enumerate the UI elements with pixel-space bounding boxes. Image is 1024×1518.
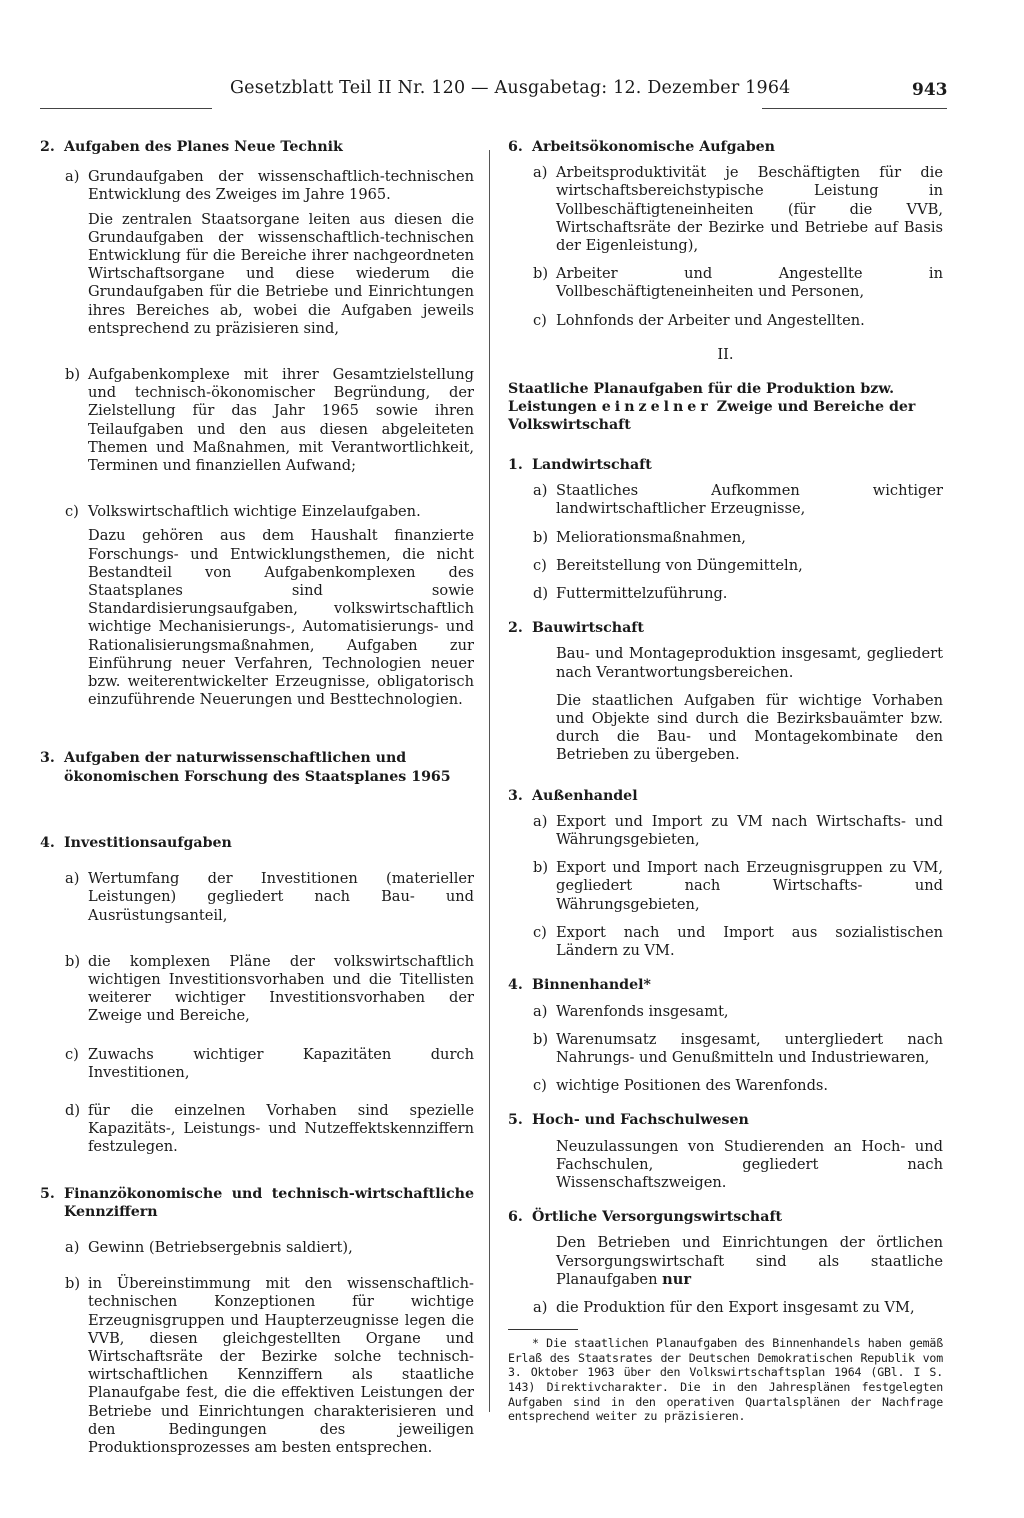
list-item xyxy=(40,168,474,204)
section-number: 5. xyxy=(40,1185,55,1202)
subheading-text: Zweige und Bereiche der Volkswirtschaft xyxy=(508,399,916,434)
footnote-text: * Die staatlichen Planaufgaben des Binnenhandels haben gemäß Erlaß des Staatsrates der Deutschen Demokratischen Republik vom 3. Oktober 1963 über den Volkswirtschaftsplan 1964 (GBl. I S. 143) Direktivcharakter. Die in den Jahresplänen festgelegten Aufgaben sind in den operativen Quartalsplänen der Nachfrage entsprechend weiter zu präzisieren. xyxy=(508,1336,943,1424)
list-item xyxy=(508,1031,943,1067)
paragraph: Die staatlichen Aufgaben für wichtige Vorhaben und Objekte sind durch die Bezirksbauämter bzw. durch die Bau- und Montagekombinate den Betrieben zu übergeben. xyxy=(556,691,943,764)
list-item xyxy=(40,1239,474,1257)
item-label: a) xyxy=(65,168,80,186)
list-item xyxy=(40,953,474,1026)
list-item xyxy=(508,1077,943,1095)
section-title: Hoch- und Fachschulwesen xyxy=(532,1112,749,1129)
section-number: 5. xyxy=(508,1112,523,1129)
paragraph: Bau- und Montageproduktion insgesamt, gegliedert nach Verantwortungsbereichen. xyxy=(556,645,943,681)
section-heading xyxy=(40,138,474,156)
item-label: c) xyxy=(533,311,547,329)
item-text: Export nach und Import aus sozialistischen Ländern zu VM. xyxy=(556,923,943,960)
item-text: Staatliches Aufkommen wichtiger landwirtschaftlicher Erzeugnisse, xyxy=(556,482,943,518)
item-label: b) xyxy=(533,528,549,546)
item-text: Warenumsatz insgesamt, untergliedert nach Nahrungs- und Genußmitteln und Industriewaren, xyxy=(556,1030,943,1066)
item-label: d) xyxy=(65,1101,81,1119)
list-item xyxy=(40,870,474,925)
section-number: 1. xyxy=(508,457,523,474)
list-item xyxy=(508,813,943,849)
section-number: 4. xyxy=(40,834,55,851)
item-label: b) xyxy=(533,265,549,283)
item-label: c) xyxy=(533,556,547,574)
list-item xyxy=(508,859,943,914)
paragraph-bold-word: nur xyxy=(662,1270,692,1288)
list-item xyxy=(508,557,943,575)
paragraph: Dazu gehören aus dem Haushalt finanzierte Forschungs- und Entwicklungsthemen, die nicht Bestandteil von Aufgabenkomplexen des Staatsplanes sind sowie Standardisierungsaufgaben, volkswirtschaftlich wichtige Mechanisierungs-, Automatisierungs- und Rationalisierungsmaßnahmen, Aufgaben zur Einführung neuer Verfahren, Technologien neuer bzw. weiterentwickelter Erzeugnisse, obligatorisch einzuführende Neuerungen und Besttechnologien. xyxy=(88,527,474,709)
item-label: a) xyxy=(533,482,548,500)
header-rule-right xyxy=(762,108,947,109)
item-text: Grundaufgaben der wissenschaftlich-technischen Entwicklung des Zweiges im Jahre 1965. xyxy=(88,168,474,204)
item-label: a) xyxy=(533,812,548,830)
list-item xyxy=(508,482,943,518)
list-item xyxy=(40,366,474,475)
list-item xyxy=(508,1003,943,1021)
section-heading xyxy=(40,749,474,785)
list-item xyxy=(508,1299,943,1317)
section-title: Landwirtschaft xyxy=(532,457,652,474)
section-number: 2. xyxy=(40,139,55,155)
header-rule-left xyxy=(40,108,212,109)
page-header xyxy=(0,78,1024,108)
section-title: Außenhandel xyxy=(532,787,638,804)
list-item xyxy=(40,503,474,521)
paragraph: Neuzulassungen von Studierenden an Hoch- und Fachschulen, gegliedert nach Wissenschaftszweigen. xyxy=(556,1137,943,1191)
section-title: Finanzökonomische und technisch-wirtschaftliche Kennziffern xyxy=(64,1185,474,1220)
section-heading xyxy=(40,834,474,852)
section-heading xyxy=(508,787,943,805)
item-label: b) xyxy=(65,952,81,970)
section-title: Bauwirtschaft xyxy=(532,620,644,637)
item-text: Export und Import zu VM nach Wirtschafts- und Währungsgebieten, xyxy=(556,812,943,849)
item-text: Lohnfonds der Arbeiter und Angestellten. xyxy=(556,311,865,329)
column-divider xyxy=(489,150,490,1412)
section-heading xyxy=(508,138,943,156)
section-heading xyxy=(508,619,943,637)
section-number: 6. xyxy=(508,139,523,155)
item-text: wichtige Positionen des Warenfonds. xyxy=(556,1077,829,1095)
footnote-rule xyxy=(508,1329,578,1330)
page-number: 943 xyxy=(912,80,948,100)
subheading-spaced-word: einzelner xyxy=(601,399,712,416)
section-heading xyxy=(508,456,943,474)
section-title: Investitionsaufgaben xyxy=(64,834,232,851)
part-subheading xyxy=(508,380,943,434)
section-heading xyxy=(40,1185,474,1221)
item-text: Arbeitsproduktivität je Beschäftigten für die wirtschaftsbereichstypische Leistung in Vollbeschäftigteneinheiten (für die VVB, Wirtschaftsräte der Bezirke und Betriebe auf Basis der Eigenleistung), xyxy=(556,164,943,255)
item-text: Volkswirtschaftlich wichtige Einzelaufgaben. xyxy=(88,503,421,521)
item-text: in Übereinstimmung mit den wissenschaftlich-technischen Konzeptionen für wichtige Erzeugnisgruppen und Haupterzeugnisse legen die VVB, diesen gleichgestellten Organe und Wirtschaftsräte der Bezirke solche technisch-wirtschaftlichen Kennziffern als staatliche Planaufgabe fest, die die effektiven Leistungen der Betriebe und Einrichtungen charakterisieren und den Bedingungen des jeweiligen Produktionsprozesses am besten entsprechen. xyxy=(88,1275,474,1456)
section-number: 4. xyxy=(508,977,523,994)
item-text: Arbeiter und Angestellte in Vollbeschäftigteneinheiten und Personen, xyxy=(556,265,943,301)
item-label: c) xyxy=(65,503,79,521)
section-number: 3. xyxy=(40,750,55,767)
subheading-text: Staatliche Planaufgaben für die Produktion bzw. Leistungen xyxy=(508,381,895,416)
section-title: Binnenhandel* xyxy=(532,977,651,994)
item-label: a) xyxy=(533,1002,548,1020)
section-title: Örtliche Versorgungswirtschaft xyxy=(532,1209,783,1226)
item-label: a) xyxy=(65,1238,80,1256)
list-item xyxy=(508,312,943,330)
item-label: c) xyxy=(533,1077,547,1095)
item-text: Meliorationsmaßnahmen, xyxy=(556,528,746,546)
item-label: c) xyxy=(65,1045,79,1063)
paragraph xyxy=(508,1234,943,1289)
item-label: a) xyxy=(65,870,80,888)
item-text: die Produktion für den Export insgesamt zu VM, xyxy=(556,1298,915,1316)
item-label: a) xyxy=(533,1298,548,1316)
item-label: b) xyxy=(65,366,81,384)
right-column xyxy=(508,138,943,1424)
item-text: Warenfonds insgesamt, xyxy=(556,1002,729,1020)
paragraph: Die zentralen Staatsorgane leiten aus diesen die Grundaufgaben der wissenschaftlich-technischen Entwicklung für die Bereiche ihrer nachgeordneten Wirtschaftsorgane und diese wiederum die Grundaufgaben für die Betriebe und Einrichtungen ihres Bereiches ab, wobei die Aufgaben jeweils entsprechend zu präzisieren sind, xyxy=(88,210,474,337)
item-text: Bereitstellung von Düngemitteln, xyxy=(556,556,803,574)
roman-numeral-heading: II. xyxy=(717,345,734,363)
section-heading xyxy=(508,976,943,994)
item-text: Export und Import nach Erzeugnisgruppen zu VM, gegliedert nach Wirtschafts- und Währungsgebieten, xyxy=(556,859,943,913)
list-item xyxy=(508,265,943,301)
section-title: Aufgaben der naturwissenschaftlichen und ökonomischen Forschung des Staatsplanes 1965 xyxy=(64,750,451,785)
item-text: Gewinn (Betriebsergebnis saldiert), xyxy=(88,1238,353,1256)
section-title: Arbeitsökonomische Aufgaben xyxy=(532,139,776,155)
item-text: Futtermittelzuführung. xyxy=(556,585,728,603)
header-title: Gesetzblatt Teil II Nr. 120 — Ausgabetag: 12. Dezember 1964 xyxy=(230,78,791,98)
list-item xyxy=(40,1275,474,1457)
paragraph-text: Den Betrieben und Einrichtungen der örtlichen Versorgungswirtschaft sind als staatliche Planaufgaben xyxy=(556,1234,943,1288)
list-item xyxy=(508,164,943,255)
list-item xyxy=(508,585,943,603)
list-item xyxy=(508,924,943,960)
item-label: a) xyxy=(533,164,548,182)
footnote xyxy=(508,1336,943,1424)
item-label: b) xyxy=(65,1275,81,1293)
list-item xyxy=(40,1102,474,1157)
section-heading xyxy=(508,1111,943,1129)
item-label: b) xyxy=(533,1030,549,1048)
section-number: 6. xyxy=(508,1209,523,1226)
item-text: die komplexen Pläne der volkswirtschaftlich wichtigen Investitionsvorhaben und die Titellisten weiterer wichtiger Investitionsvorhaben der Zweige und Bereiche, xyxy=(88,952,474,1025)
item-label: c) xyxy=(533,923,547,941)
section-heading xyxy=(508,1208,943,1226)
item-text: Zuwachs wichtiger Kapazitäten durch Investitionen, xyxy=(88,1045,474,1081)
item-text: Wertumfang der Investitionen (materieller Leistungen) gegliedert nach Bau- und Ausrüstungsanteil, xyxy=(88,870,474,924)
item-label: d) xyxy=(533,585,549,603)
item-label: b) xyxy=(533,859,549,877)
item-text: für die einzelnen Vorhaben sind spezielle Kapazitäts-, Leistungs- und Nutzeffektskennziffern festzulegen. xyxy=(88,1101,474,1156)
section-number: 3. xyxy=(508,787,523,804)
list-item xyxy=(40,1046,474,1082)
left-column xyxy=(40,138,474,1473)
item-text: Aufgabenkomplexe mit ihrer Gesamtzielstellung und technisch-ökonomischer Begründung, der Zielstellung für das Jahr 1965 sowie ihren Teilaufgaben und den aus diesen abgeleiteten Themen und Maßnahmen, mit Verantwortlichkeit, Terminen und finanziellen Aufwand; xyxy=(88,366,474,475)
list-item xyxy=(508,529,943,547)
section-number: 2. xyxy=(508,620,523,637)
section-title: Aufgaben des Planes Neue Technik xyxy=(64,139,343,155)
